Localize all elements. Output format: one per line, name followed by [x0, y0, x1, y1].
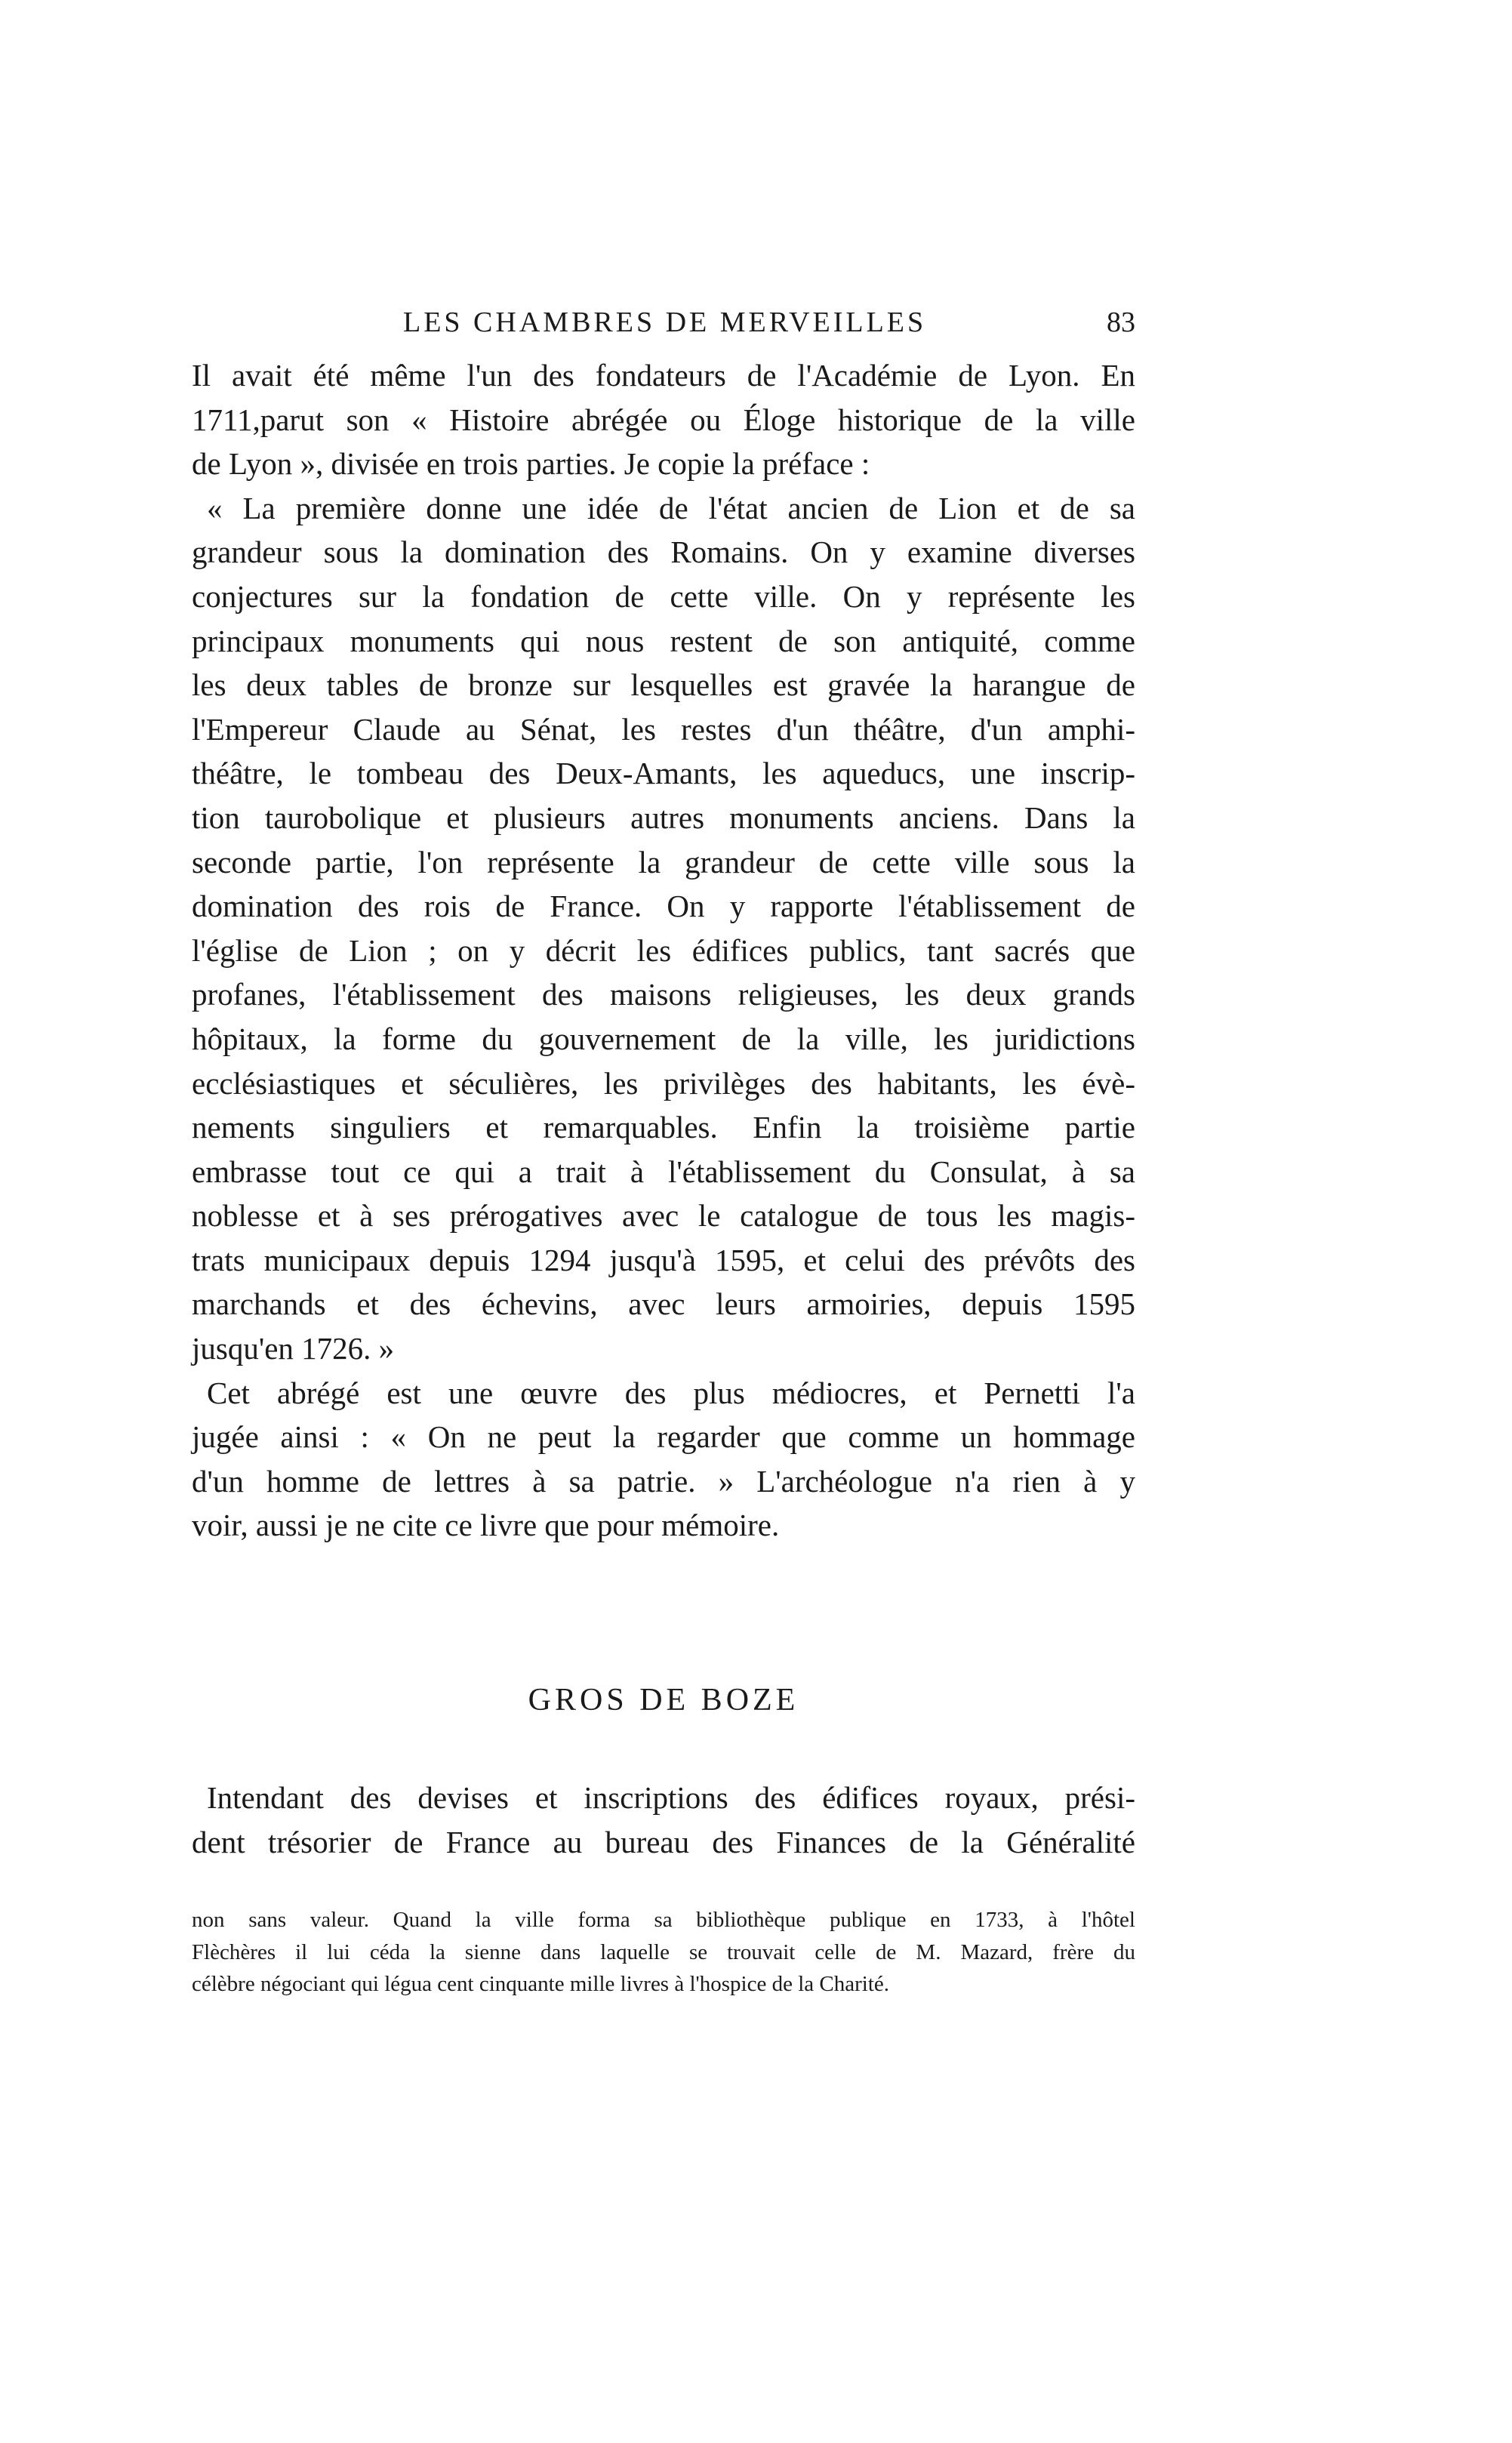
text-line: grandeur sous la domination des Romains. On y examine diverses	[192, 535, 1135, 570]
text-line: principaux monuments qui nous restent de son antiquité, comme	[192, 623, 1135, 658]
running-title: LES CHAMBRES DE MERVEILLES	[403, 307, 927, 338]
text-line: les deux tables de bronze sur lesquelles est gravée la harangue de	[192, 667, 1135, 703]
text-line: Il avait été même l'un des fondateurs de l'Académie de Lyon. En	[192, 358, 1135, 393]
text-line: Intendant des devises et inscriptions des édifices royaux, prési-	[207, 1780, 1135, 1815]
text-line: ecclésiastiques et séculières, les privilèges des habitants, les évè-	[192, 1065, 1135, 1101]
text-line: théâtre, le tombeau des Deux-Amants, les aqueducs, une inscrip-	[192, 756, 1135, 791]
text-line: noblesse et à ses prérogatives avec le catalogue de tous les magis-	[192, 1198, 1135, 1234]
text-line: d'un homme de lettres à sa patrie. » L'archéologue n'a rien à y	[192, 1463, 1135, 1499]
page-number: 83	[1107, 307, 1135, 338]
text-line: l'église de Lion ; on y décrit les édifices publics, tant sacrés que	[192, 932, 1135, 968]
text-line: domination des rois de France. On y rapporte l'établissement de	[192, 889, 1135, 924]
text-line: jusqu'en 1726. »	[192, 1331, 395, 1366]
text-line: jugée ainsi : « On ne peut la regarder que comme un hommage	[192, 1419, 1135, 1455]
text-line: tion taurobolique et plusieurs autres monuments anciens. Dans la	[192, 799, 1135, 835]
footnote-line: Flèchères il lui céda la sienne dans laquelle se trouvait celle de M. Mazard, frère du	[192, 1939, 1135, 1964]
footnote	[192, 1904, 1135, 2001]
text-line: trats municipaux depuis 1294 jusqu'à 1595, et celui des prévôts des	[192, 1242, 1135, 1277]
text-line: l'Empereur Claude au Sénat, les restes d'un théâtre, d'un amphi-	[192, 711, 1135, 747]
section-text-block	[192, 1776, 1135, 1864]
section-heading: GROS DE BOZE	[528, 1683, 799, 1717]
text-line: embrasse tout ce qui a trait à l'établissement du Consulat, à sa	[192, 1154, 1135, 1189]
text-line: profanes, l'établissement des maisons religieuses, les deux grands	[192, 977, 1135, 1012]
text-line: « La première donne une idée de l'état ancien de Lion et de sa	[207, 490, 1135, 525]
text-line: conjectures sur la fondation de cette ville. On y représente les	[192, 578, 1135, 614]
text-line: Cet abrégé est une œuvre des plus médiocres, et Pernetti l'a	[207, 1375, 1135, 1410]
footnote-line: célèbre négociant qui légua cent cinquante mille livres à l'hospice de la Charité.	[192, 1972, 889, 1996]
footnote-line: non sans valeur. Quand la ville forma sa bibliothèque publique en 1733, à l'hôtel	[192, 1908, 1135, 1932]
main-text-block	[192, 353, 1135, 1548]
text-line: hôpitaux, la forme du gouvernement de la ville, les juridictions	[192, 1021, 1135, 1056]
text-line: marchands et des échevins, avec leurs armoiries, depuis 1595	[192, 1286, 1135, 1322]
running-head	[192, 306, 1135, 343]
text-line: de Lyon », divisée en trois parties. Je copie la préface :	[192, 446, 870, 482]
text-line: dent trésorier de France au bureau des Finances de la Généralité	[192, 1824, 1135, 1859]
text-line: nements singuliers et remarquables. Enfin la troisième partie	[192, 1110, 1135, 1145]
text-line: voir, aussi je ne cite ce livre que pour mémoire.	[192, 1508, 780, 1543]
text-line: 1711,parut son « Histoire abrégée ou Éloge historique de la ville	[192, 402, 1135, 437]
text-line: seconde partie, l'on représente la grandeur de cette ville sous la	[192, 844, 1135, 880]
